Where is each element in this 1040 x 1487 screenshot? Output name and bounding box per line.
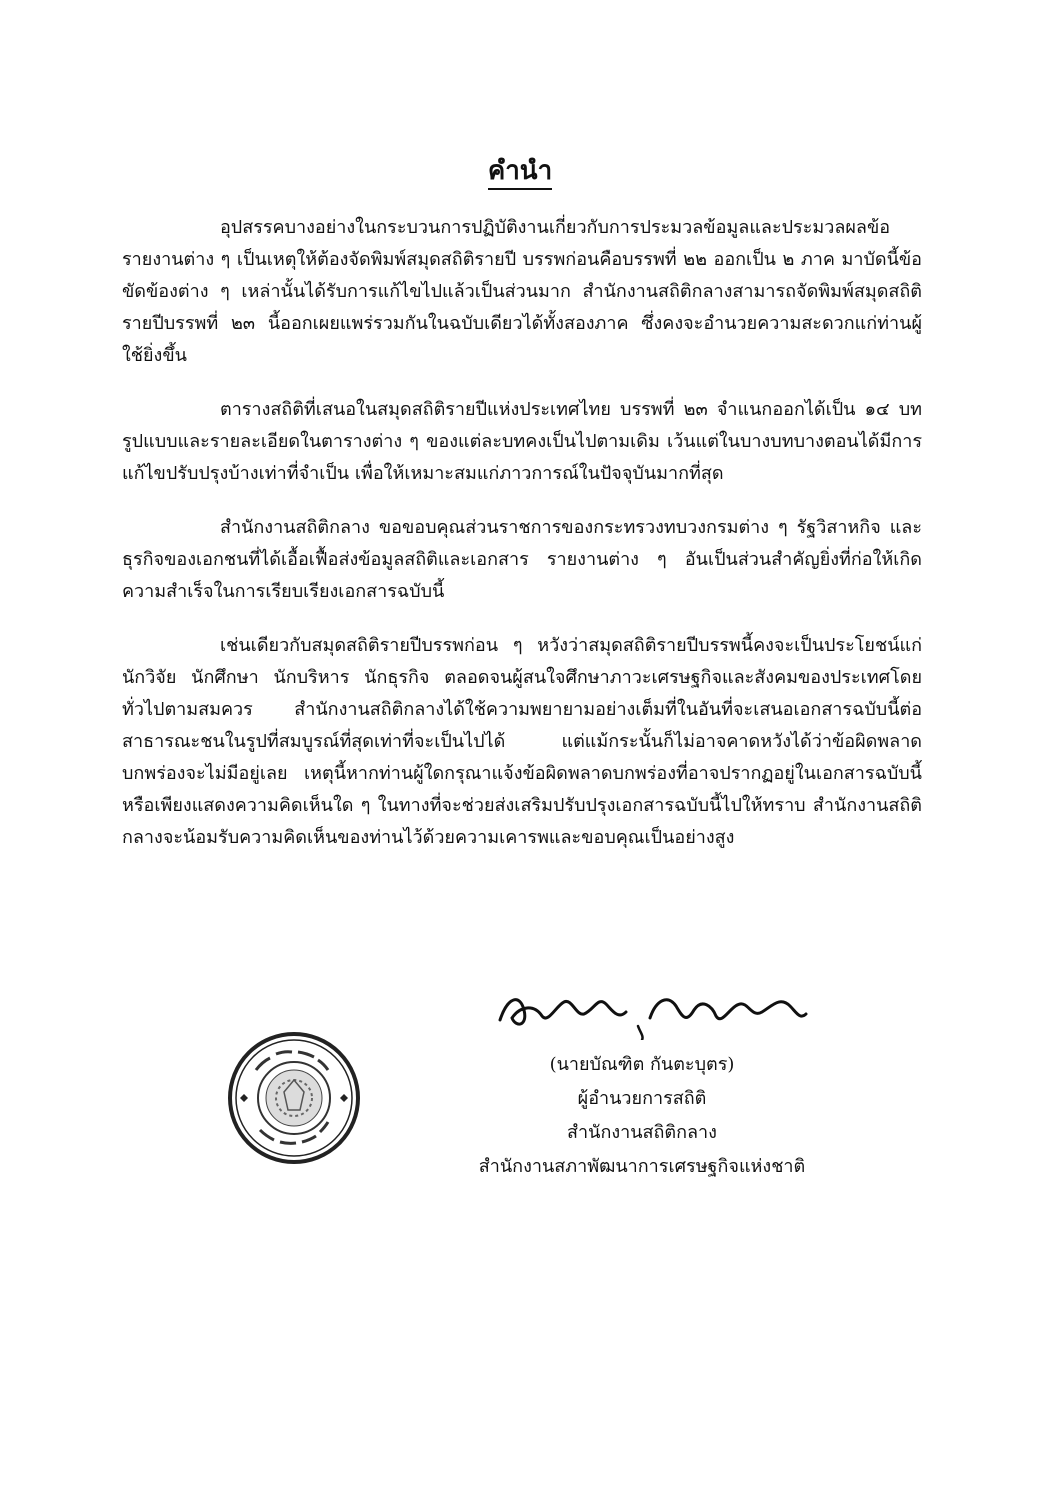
library-seal-stamp [226, 1030, 362, 1166]
document-title [0, 150, 1040, 191]
handwritten-signature [490, 976, 810, 1040]
paragraph-3: สำนักงานสถิติกลาง ขอขอบคุณส่วนราชการของกระทรวงทบวงกรมต่าง ๆ รัฐวิสาหกิจ และธุรกิจของเอกชนที่ได้เอื้อเฟื้อส่งข้อมูลสถิติและเอกสาร รายงานต่าง ๆ อันเป็นส่วนสำคัญยิ่งที่ก่อให้เกิดความสำเร็จในการเรียบเรียงเอกสารฉบับนี้ [122, 517, 922, 602]
signatory-agency: สำนักงานสภาพัฒนาการเศรษฐกิจแห่งชาติ [478, 1156, 806, 1177]
paragraph-1: อุปสรรคบางอย่างในกระบวนการปฏิบัติงานเกี่ยวกับการประมวลข้อมูลและประมวลผลข้อรายงานต่าง ๆ เป็นเหตุให้ต้องจัดพิมพ์สมุดสถิติรายปี บรรพก่อนคือบรรพที่ ๒๒ ออกเป็น ๒ ภาค มาบัดนี้ข้อขัดข้องต่าง ๆ เหล่านั้นได้รับการแก้ไขไปแล้วเป็นส่วนมาก สำนักงานสถิติกลางสามารถจัดพิมพ์สมุดสถิติรายปีบรรพที่ ๒๓ นี้ออกเผยแพร่รวมกันในฉบับเดียวได้ทั้งสองภาค ซึ่งคงจะอำนวยความสะดวกแก่ท่านผู้ใช้ยิ่งขึ้น [122, 217, 922, 366]
signatory-name: (นายบัณฑิต กันตะบุตร) [549, 1054, 735, 1075]
signatory-office: สำนักงานสถิติกลาง [567, 1122, 717, 1143]
signatory-position: ผู้อำนวยการสถิติ [577, 1088, 707, 1109]
paragraph-2: ตารางสถิติที่เสนอในสมุดสถิติรายปีแห่งประเทศไทย บรรพที่ ๒๓ จำแนกออกได้เป็น ๑๔ บท รูปแบบและรายละเอียดในตารางต่าง ๆ ของแต่ละบทคงเป็นไปตามเดิม เว้นแต่ในบางบทบางตอนได้มีการแก้ไขปรับปรุงบ้างเท่าที่จำเป็น เพื่อให้เหมาะสมแก่ภาวการณ์ในปัจจุบันมากที่สุด [122, 399, 922, 484]
paragraph-4: เช่นเดียวกับสมุดสถิติรายปีบรรพก่อน ๆ หวังว่าสมุดสถิติรายปีบรรพนี้คงจะเป็นประโยชน์แก่นักวิจัย นักศึกษา นักบริหาร นักธุรกิจ ตลอดจนผู้สนใจศึกษาภาวะเศรษฐกิจและสังคมของประเทศโดยทั่วไปตามสมควร สำนักงานสถิติกลางได้ใช้ความพยายามอย่างเต็มที่ในอันที่จะเสนอเอกสารฉบับนี้ต่อสาธารณะชนในรูปที่สมบูรณ์ที่สุดเท่าที่จะเป็นไปได้ แต่แม้กระนั้นก็ไม่อาจคาดหวังได้ว่าข้อผิดพลาดบกพร่องจะไม่มีอยู่เลย เหตุนี้หากท่านผู้ใดกรุณาแจ้งข้อผิดพลาดบกพร่องที่อาจปรากฏอยู่ในเอกสารฉบับนี้ หรือเพียงแสดงความคิดเห็นใด ๆ ในทางที่จะช่วยส่งเสริมปรับปรุงเอกสารฉบับนี้ไปให้ทราบ สำนักงานสถิติกลางจะน้อมรับความคิดเห็นของท่านไว้ด้วยความเคารพและขอบคุณเป็นอย่างสูง [122, 635, 922, 848]
document-body [122, 212, 922, 876]
document-title-text: คำนำ [488, 156, 552, 190]
signature-block [470, 1048, 814, 1184]
